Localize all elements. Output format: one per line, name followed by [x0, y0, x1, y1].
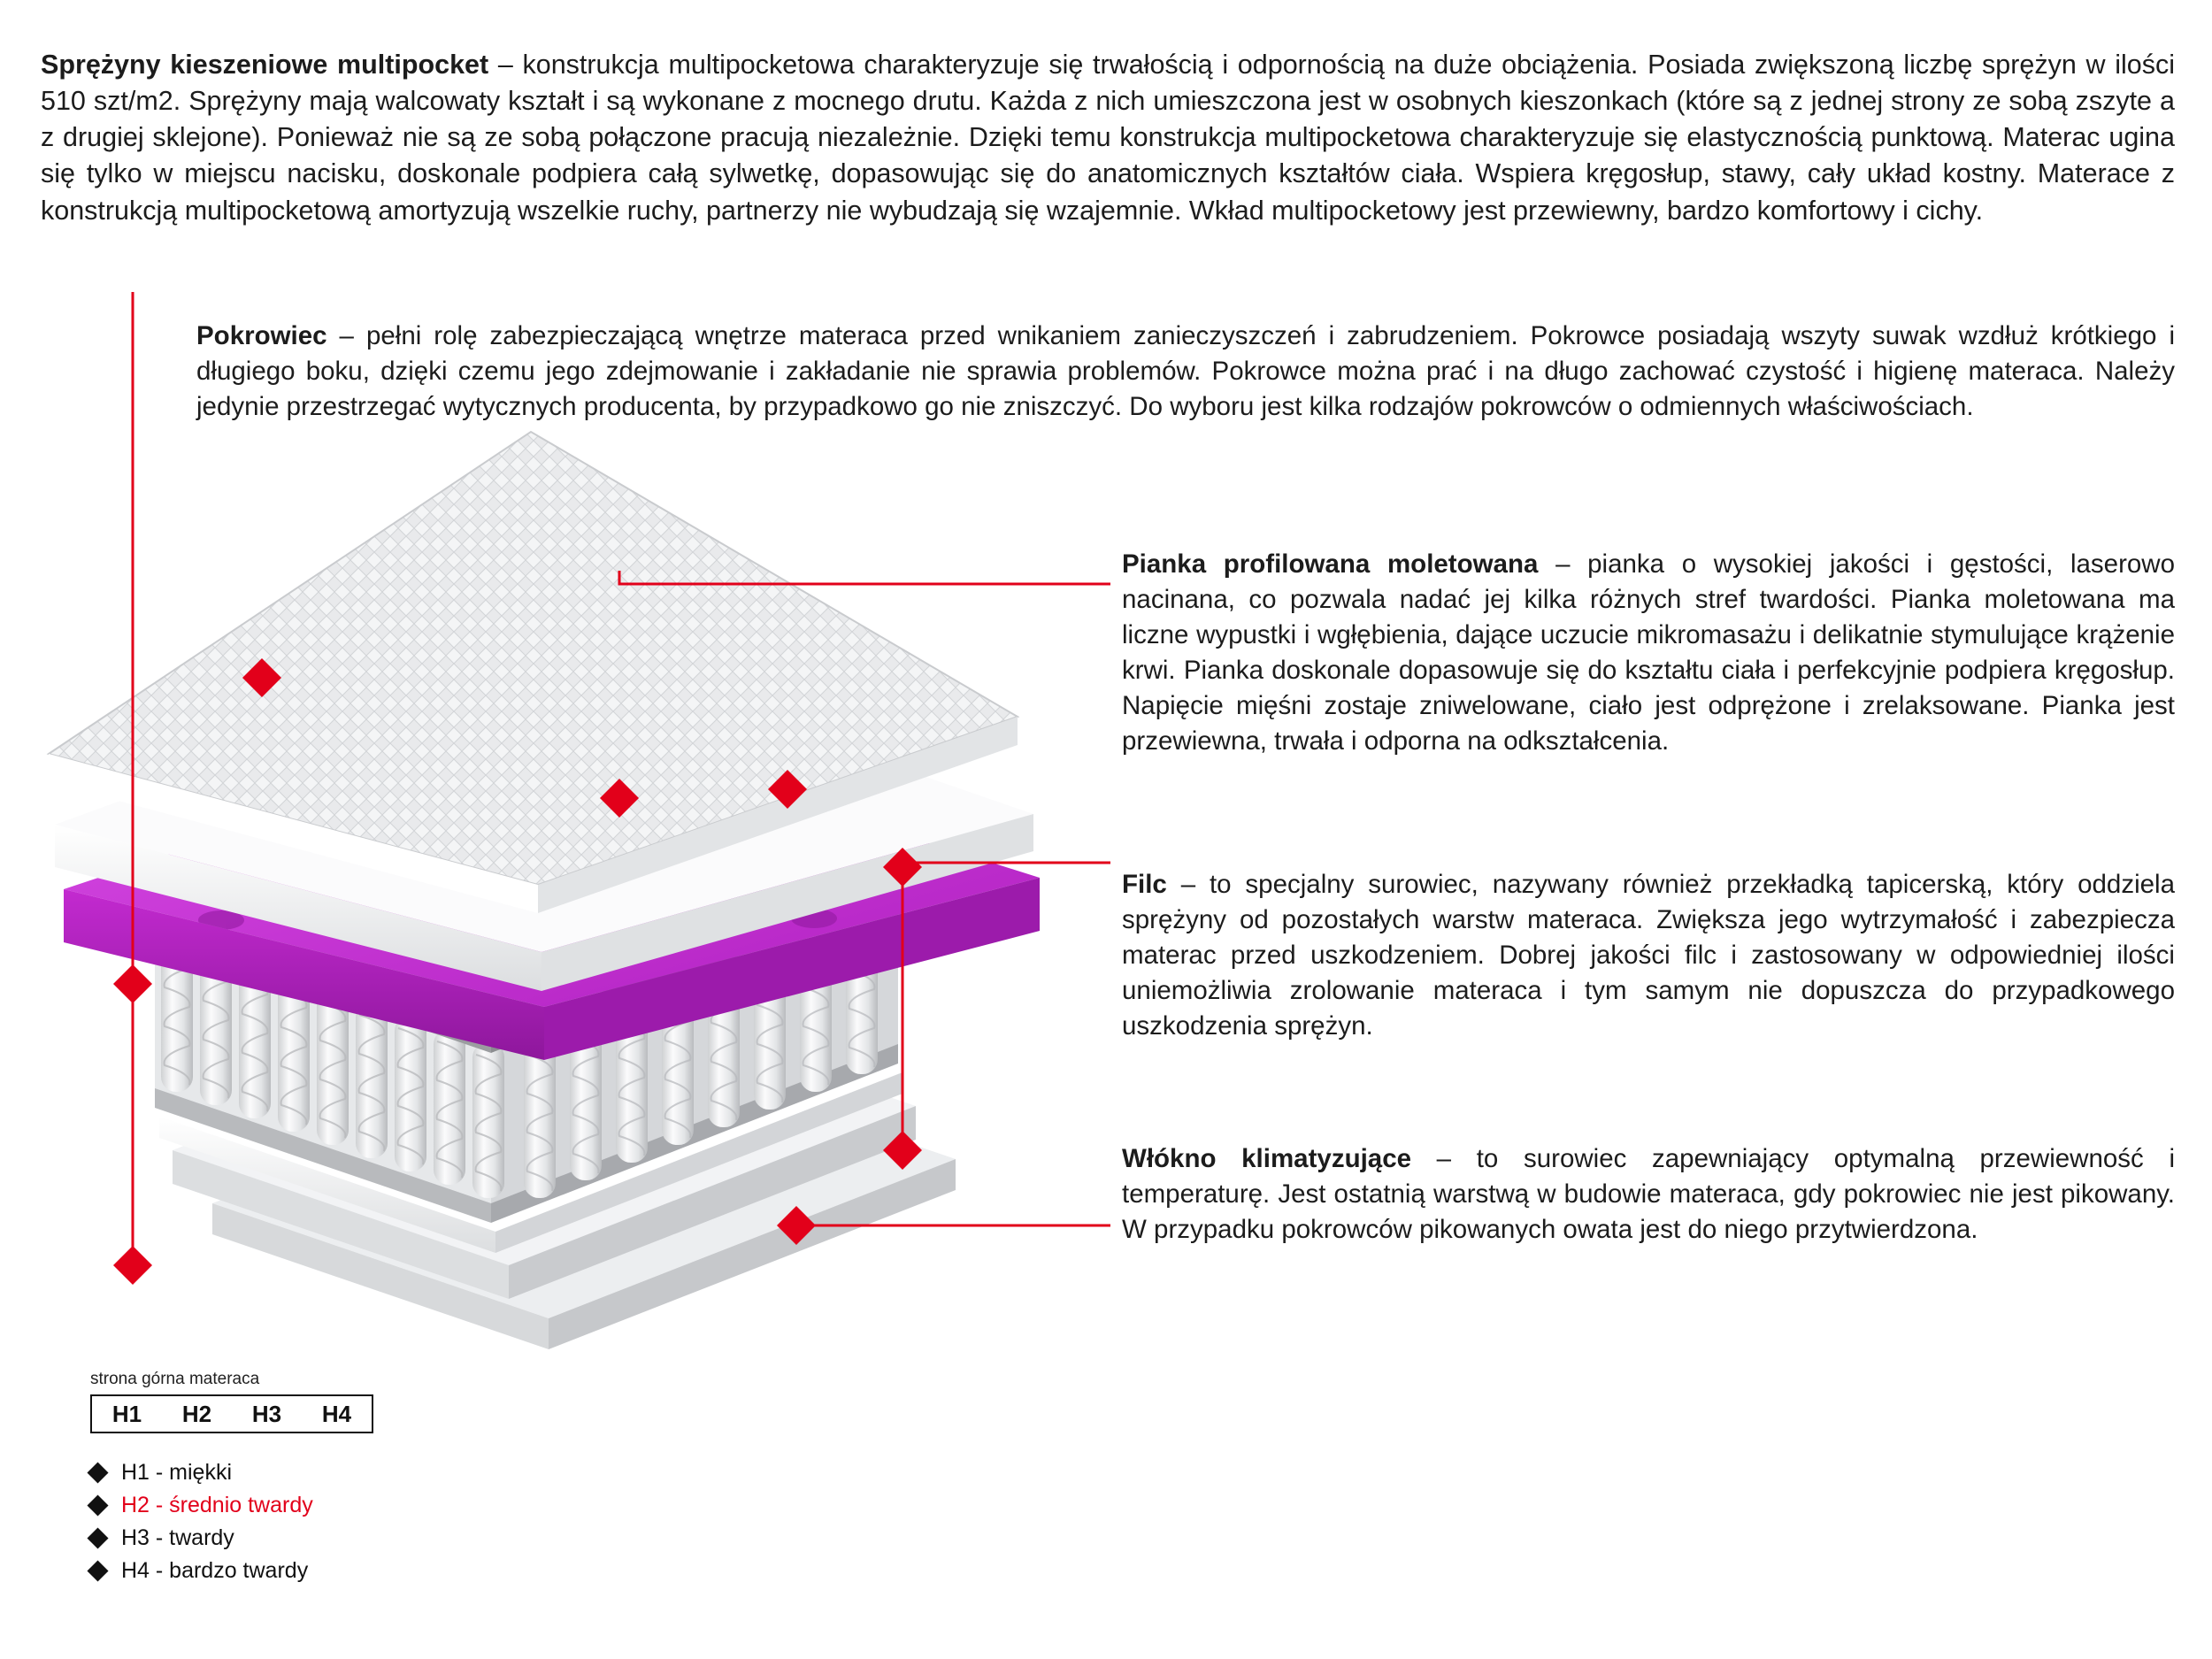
intro-paragraph: [41, 47, 2175, 230]
hardness-legend: [55, 1370, 550, 1587]
diamond-icon: [87, 1560, 108, 1581]
callout-cover: [196, 319, 2175, 425]
legend-item: [90, 1489, 550, 1522]
legend-item-label: H1 - miękki: [121, 1460, 233, 1485]
scale-h2: H2: [181, 1400, 212, 1427]
mattress-cross-section-illustration: [0, 425, 1115, 1363]
callout-foam: [1122, 547, 2175, 760]
callout-foam-lead: Pianka profilowana moletowana: [1122, 549, 1539, 579]
diamond-icon: [87, 1462, 108, 1483]
legend-item: [90, 1522, 550, 1555]
legend-item: [90, 1456, 550, 1489]
scale-h3: H3: [251, 1400, 282, 1427]
callout-felt-body: – to specjalny surowiec, nazywany również przekładką tapicerską, który oddziela sprężyny od pozostałych warstw materaca. Zwiększa jego wytrzymałość i zabezpiecza materac przed uszkodzeniem. Dobrej jakości filc i zastosowany w odpowiedniej ilości uniemożliwia zrolowanie materaca i tym samym nie dopuszcza do przypadkowego uszkodzenia sprężyn.: [1122, 869, 2175, 1041]
callout-felt: [1122, 867, 2175, 1045]
scale-h1: H1: [111, 1400, 142, 1427]
legend-item-label: H4 - bardzo twardy: [121, 1558, 309, 1583]
callout-fiber-body: – to surowiec zapewniający optymalną przewiewność i temperaturę. Jest ostatnią warstwą w budowie materaca, gdy pokrowiec nie jest pikowany. W przypadku pokrowców pikowanych owata jest do niego przytwierdzona.: [1122, 1143, 2175, 1244]
intro-body: – konstrukcja multipocketowa charakteryzuje się trwałością i odpornością na duże obciążenia. Posiada zwiększoną liczbę sprężyn w ilości 510 szt/m2. Sprężyny mają walcowaty kształt i są wykonane z mocnego drutu. Każda z nich umieszczona jest w osobnych kieszonkach (które są z jednej strony ze sobą zszyte a z drugiej sklejone). Ponieważ nie są ze sobą połączone pracują niezależnie. Dzięki temu konstrukcja multipocketowa charakteryzuje się elastycznością punktową. Materac ugina się tylko w miejscu nacisku, doskonale podpiera całą sylwetkę, dopasowując się do anatomicznych kształtów ciała. Wspiera kręgosłup, stawy, cały układ kostny. Materace z konstrukcją multipocketową amortyzują wszelkie ruchy, partnerzy nie wybudzają się wzajemnie. Wkład multipocketowy jest przewiewny, bardzo komfortowy i cichy.: [41, 49, 2176, 226]
intro-lead: Sprężyny kieszeniowe multipocket: [41, 49, 489, 80]
diamond-icon: [87, 1494, 108, 1516]
legend-item: [90, 1555, 550, 1587]
callout-fiber-lead: Włókno klimatyzujące: [1122, 1143, 1412, 1173]
legend-item-label: H2 - średnio twardy: [121, 1493, 313, 1517]
callout-felt-lead: Filc: [1122, 869, 1167, 899]
legend-item-label: H3 - twardy: [121, 1525, 234, 1550]
hardness-scale: [90, 1394, 373, 1433]
callout-fiber: [1122, 1141, 2175, 1248]
callout-cover-body: – pełni rolę zabezpieczającą wnętrze materaca przed wnikaniem zanieczyszczeń i zabrudzeniem. Pokrowce posiadają wszyty suwak wzdłuż krótkiego i długiego boku, dzięki czemu jego zdejmowanie i zakładanie nie sprawia problemów. Pokrowce można prać i na długo zachować czystość i higienę materaca. Należy jedynie przestrzegać wytycznych producenta, by przypadkowo go nie zniszczyć. Do wyboru jest kilka rodzajów pokrowców o odmiennych właściwościach.: [196, 320, 2175, 421]
diamond-icon: [87, 1527, 108, 1548]
legend-list: [90, 1456, 550, 1587]
callout-foam-body: – pianka o wysokiej jakości i gęstości, laserowo nacinana, co pozwala nadać jej kilka różnych stref twardości. Pianka moletowana ma liczne wypustki i wgłębienia, dające uczucie mikromasażu i delikatnie stymulujące krążenie krwi. Pianka doskonale dopasowuje się do kształtu ciała i perfekcyjnie podpiera kręgosłup. Napięcie mięśni zostaje zniwelowane, ciało jest odprężone i zrelaksowane. Pianka jest przewiewna, trwała i odporna na odkształcenia.: [1122, 549, 2176, 757]
scale-h4: H4: [321, 1400, 352, 1427]
callout-cover-lead: Pokrowiec: [196, 320, 327, 350]
legend-caption: strona górna materaca: [90, 1370, 260, 1388]
